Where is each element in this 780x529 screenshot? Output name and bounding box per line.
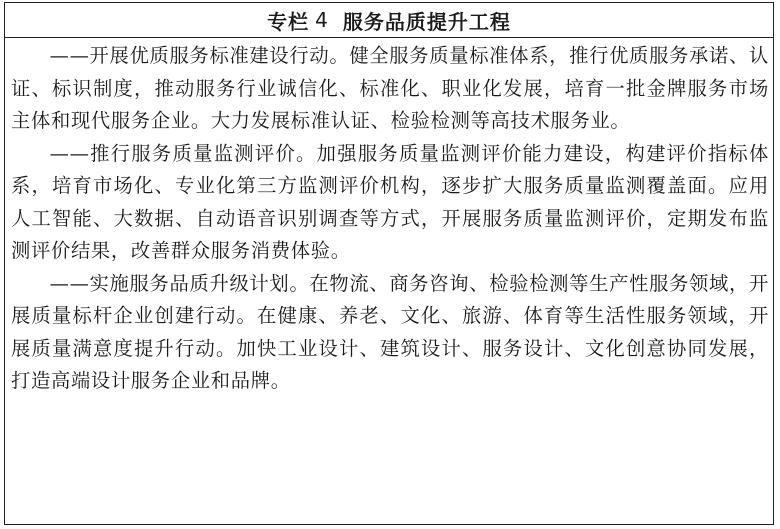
paragraph-quality-monitoring: ——推行服务质量监测评价。加强服务质量监测评价能力建设，构建评价指标体系，培育市场化、专业化第三方监测评价机构，逐步扩大服务质量监测覆盖面。应用人工智能、大数据、自动语音识别调查等方式，开展服务质量监测评价，定期发布监测评价结果，改善群众服务消费体验。: [11, 141, 769, 262]
column-title-text: 服务品质提升工程: [342, 9, 511, 34]
column-box: [4, 2, 774, 525]
paragraph-service-standards: ——开展优质服务标准建设行动。健全服务质量标准体系，推行优质服务承诺、认证、标识制度，推动服务行业诚信化、标准化、职业化发展，培育一批金牌服务市场主体和现代服务企业。大力发展标准认证、检验检测等高技术服务业。: [11, 44, 769, 132]
paragraph-quality-upgrade: ——实施服务品质升级计划。在物流、商务咨询、检验检测等生产性服务领域，开展质量标杆企业创建行动。在健康、养老、文化、旅游、体育等生活性服务领域，开展质量满意度提升行动。加快工业设计、建筑设计、服务设计、文化创意协同发展，打造高端设计服务企业和品牌。: [11, 271, 769, 392]
column-title-prefix: 专栏: [267, 9, 310, 34]
column-content: [5, 38, 773, 398]
column-title-number: 4: [315, 8, 329, 32]
column-title: [5, 3, 773, 38]
